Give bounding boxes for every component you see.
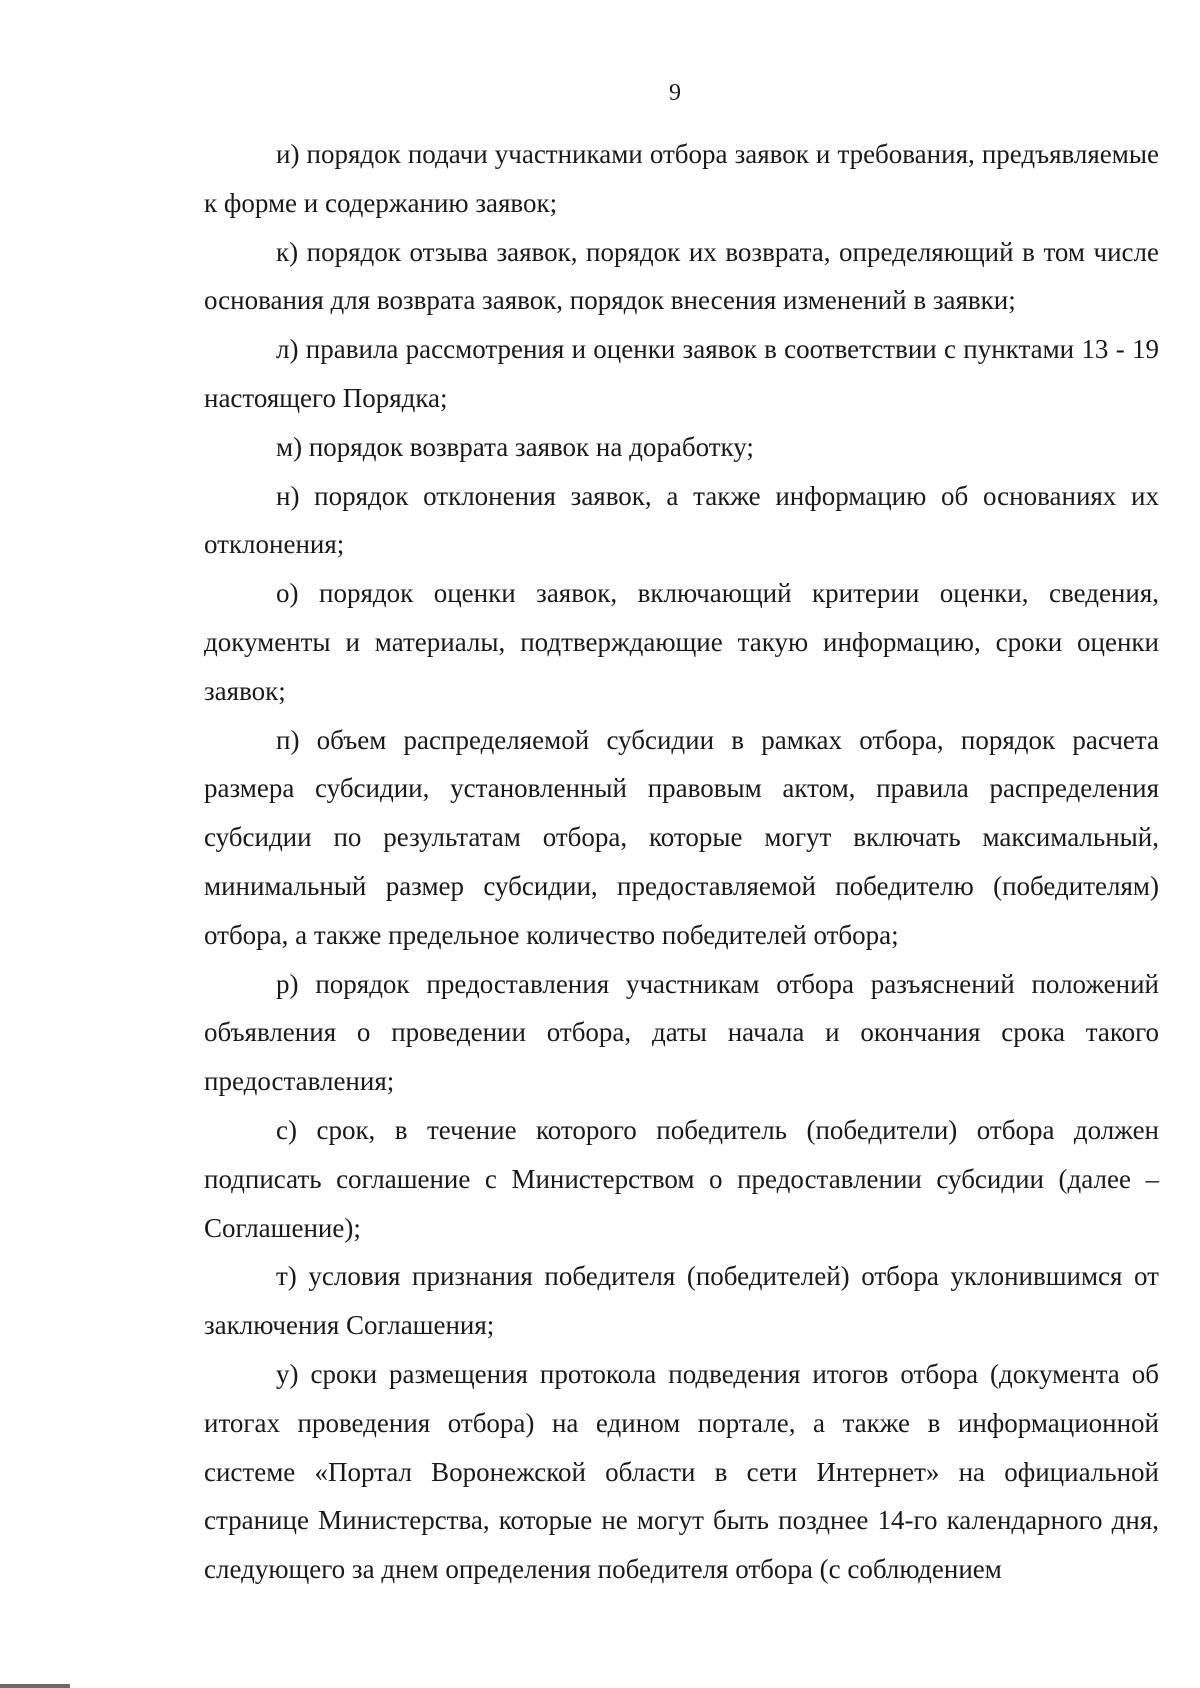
paragraph-u: у) сроки размещения протокола подведения итогов отбора (документа об итогах проведения отбора) на едином портале, а также в информационной системе «Портал Воронежской области в сети Интернет» на официальной странице Министерства, которые не могут быть позднее 14-го календарного дня, следующего за днем определения победителя отбора (с соблюдением xyxy=(204,1358,1159,1585)
paragraph-i: и) порядок подачи участниками отбора заявок и требования, предъявляемые к форме и содержанию заявок; xyxy=(204,139,1159,218)
paragraph-n: н) порядок отклонения заявок, а также информацию об основаниях их отклонения; xyxy=(204,480,1159,560)
scan-edge-mark xyxy=(0,1684,70,1688)
paragraph-m: м) порядок возврата заявок на доработку; xyxy=(276,431,754,462)
document-body xyxy=(204,130,1159,1594)
page-number: 9 xyxy=(669,80,681,106)
paragraph-s: с) срок, в течение которого победитель (победители) отбора должен подписать соглашение с Министерством о предоставлении субсидии (далее – Соглашение); xyxy=(204,1114,1159,1243)
paragraph-p: п) объем распределяемой субсидии в рамках отбора, порядок расчета размера субсидии, установленный правовым актом, правила распределения субсидии по результатам отбора, которые могут включать максимальный, минимальный размер субсидии, предоставляемой победителю (победителям) отбора, а также предельное количество победителей отбора; xyxy=(204,724,1159,950)
paragraph-r: р) порядок предоставления участникам отбора разъяснений положений объявления о проведении отбора, даты начала и окончания срока такого предоставления; xyxy=(204,968,1159,1097)
paragraph-k: к) порядок отзыва заявок, порядок их возврата, определяющий в том числе основания для возврата заявок, порядок внесения изменений в заявки; xyxy=(204,236,1159,316)
paragraph-l: л) правила рассмотрения и оценки заявок в соответствии с пунктами 13 - 19 настоящего Порядка; xyxy=(204,334,1159,413)
paragraph-o: о) порядок оценки заявок, включающий критерии оценки, сведения, документы и материалы, подтверждающие такую информацию, сроки оценки заявок; xyxy=(204,578,1159,706)
paragraph-t: т) условия признания победителя (победителей) отбора уклонившимся от заключения Соглашения; xyxy=(204,1261,1159,1341)
